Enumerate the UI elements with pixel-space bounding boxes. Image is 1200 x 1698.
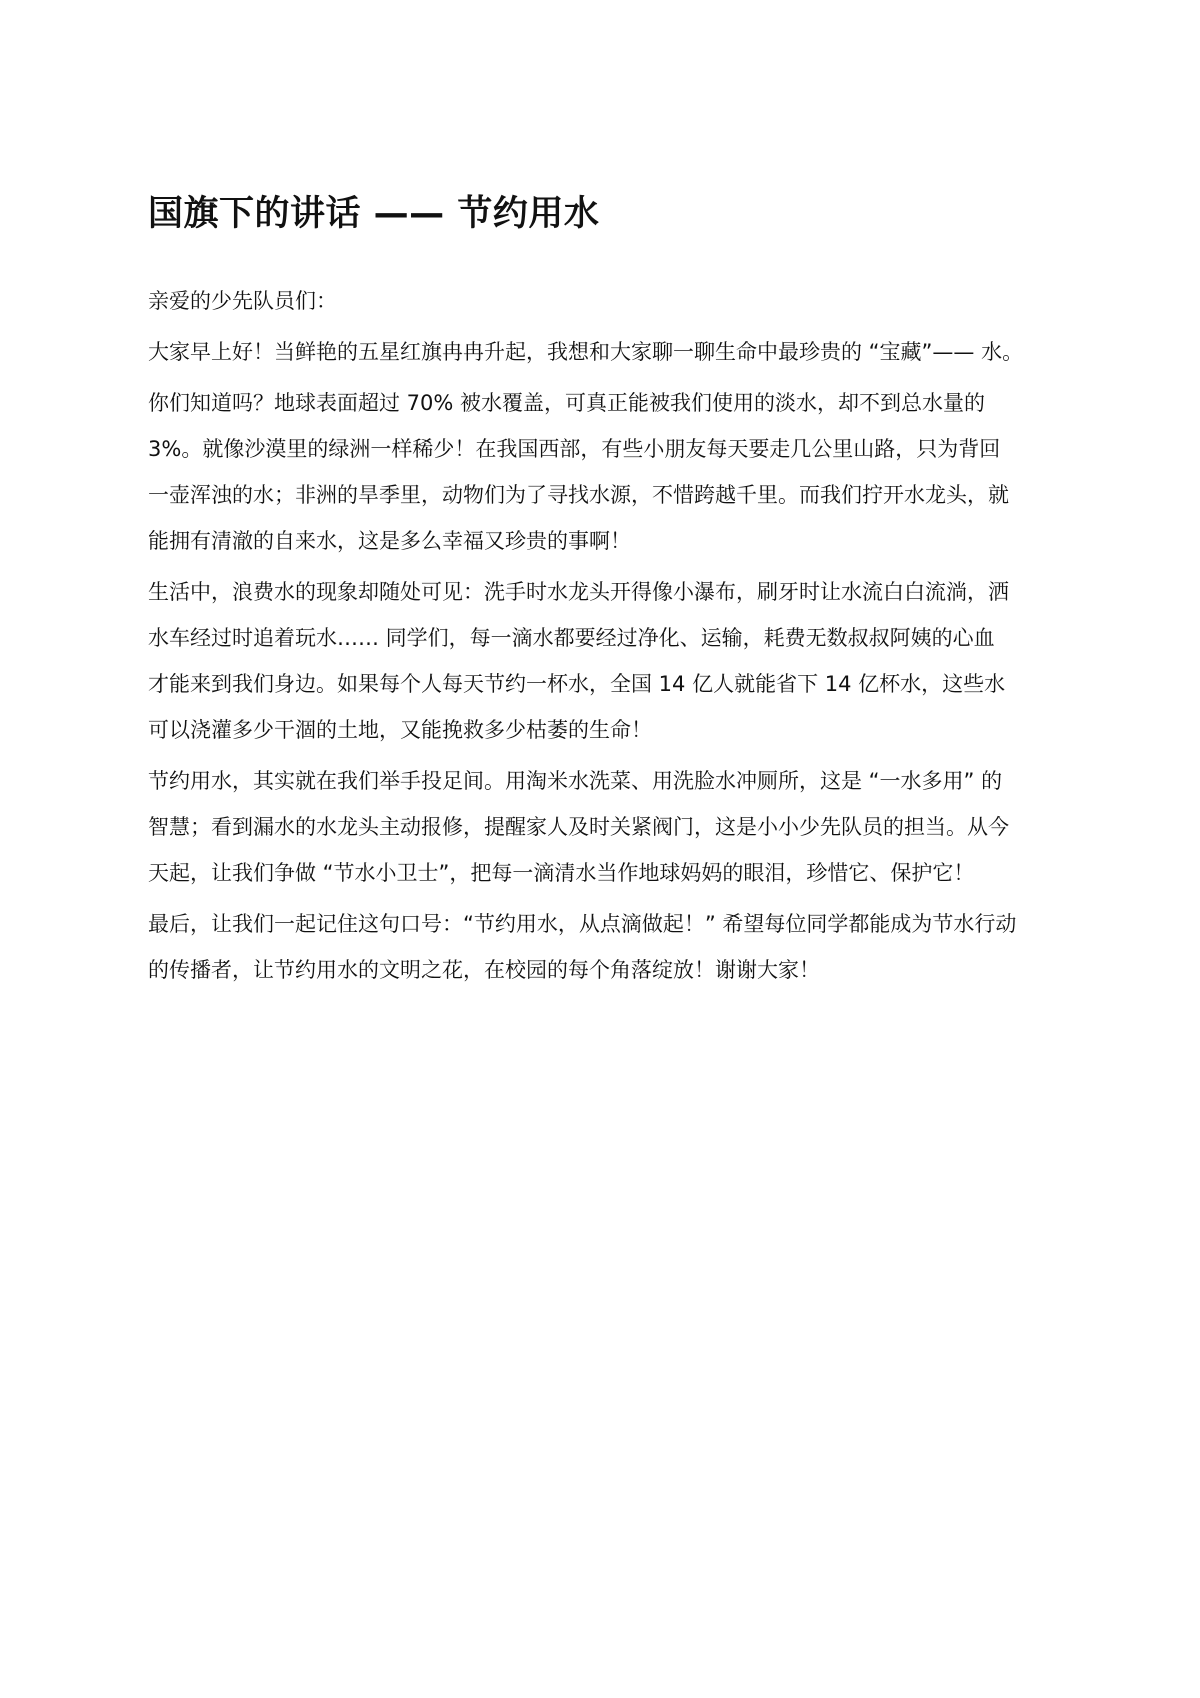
text-line: 你们知道吗？地球表面超过 70% 被水覆盖，可真正能被我们使用的淡水，却不到总水量的	[148, 391, 986, 415]
text-line: 亲爱的少先队员们：	[148, 289, 337, 313]
text-line: 天起，让我们争做 “节水小卫士”，把每一滴清水当作地球妈妈的眼泪，珍惜它、保护它！	[148, 861, 975, 885]
paragraph-opening	[148, 329, 1078, 375]
text-line: 智慧；看到漏水的水龙头主动报修，提醒家人及时关紧阀门，这是小小少先队员的担当。从今	[148, 815, 1009, 839]
paragraph-closing	[148, 901, 1078, 993]
text-line: 的传播者，让节约用水的文明之花，在校园的每个角落绽放！谢谢大家！	[148, 958, 820, 982]
text-line: 才能来到我们身边。如果每个人每天节约一杯水，全国 14 亿人就能省下 14 亿杯水，这些水	[148, 672, 1006, 696]
paragraph-water-facts	[148, 380, 1078, 564]
paragraph-saving-tips	[148, 758, 1078, 896]
document-title: 国旗下的讲话 —— 节约用水	[148, 194, 600, 234]
text-line: 3%。就像沙漠里的绿洲一样稀少！在我国西部，有些小朋友每天要走几公里山路，只为背回	[148, 437, 1001, 461]
text-line: 节约用水，其实就在我们举手投足间。用淘米水洗菜、用洗脸水冲厕所，这是 “一水多用” 的	[148, 769, 1003, 793]
text-line: 最后，让我们一起记住这句口号：“节约用水，从点滴做起！” 希望每位同学都能成为节水行动	[148, 912, 1017, 936]
text-line: 一壶浑浊的水；非洲的旱季里，动物们为了寻找水源，不惜跨越千里。而我们拧开水龙头，就	[148, 483, 1009, 507]
text-line: 大家早上好！当鲜艳的五星红旗冉冉升起，我想和大家聊一聊生命中最珍贵的 “宝藏”—— 水。	[148, 340, 1024, 364]
text-line: 生活中，浪费水的现象却随处可见：洗手时水龙头开得像小瀑布，刷牙时让水流白白流淌，洒	[148, 580, 1009, 604]
paragraph-greeting	[148, 278, 1078, 324]
document-body	[148, 190, 1078, 998]
paragraph-water-waste	[148, 569, 1078, 753]
text-line: 可以浇灌多少干涸的土地，又能挽救多少枯萎的生命！	[148, 718, 652, 742]
text-line: 能拥有清澈的自来水，这是多么幸福又珍贵的事啊！	[148, 529, 631, 553]
text-line: 水车经过时追着玩水…… 同学们，每一滴水都要经过净化、运输，耗费无数叔叔阿姨的心血	[148, 626, 995, 650]
